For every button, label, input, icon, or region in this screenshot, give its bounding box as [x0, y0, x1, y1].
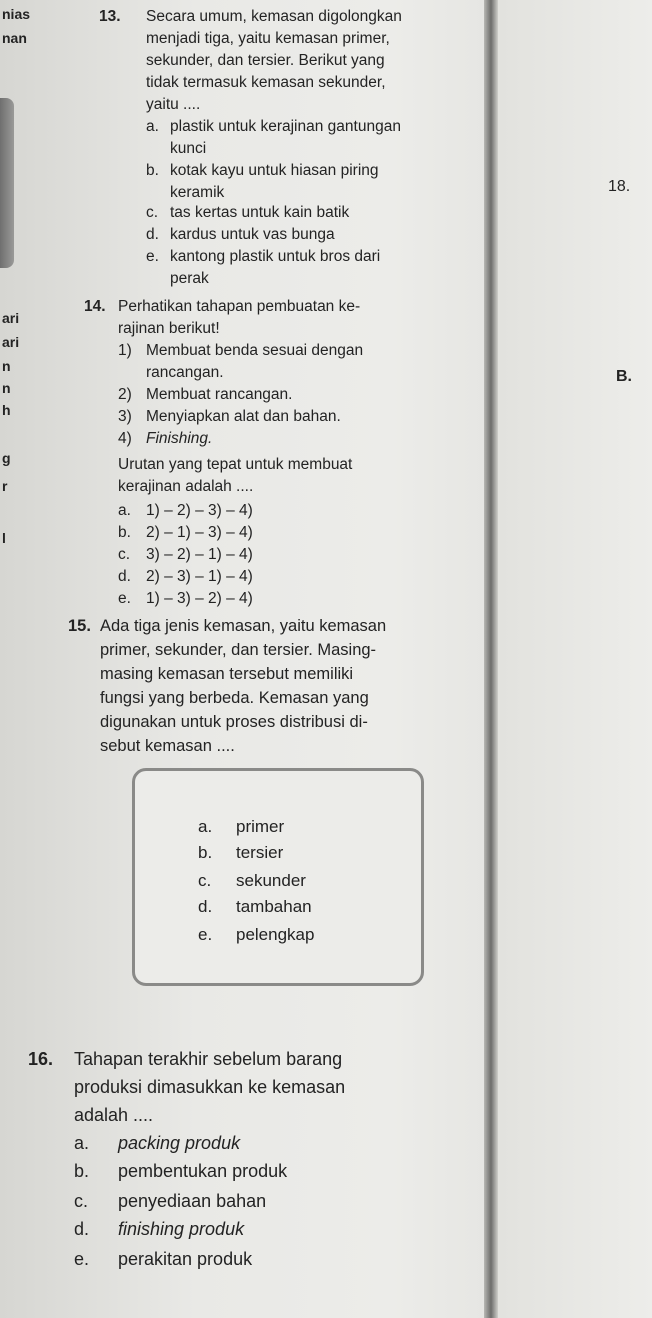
right-page-letter: B.: [616, 368, 632, 385]
option-text: 1) – 3) – 2) – 4): [146, 590, 253, 607]
option-text: finishing produk: [118, 1219, 245, 1239]
question-number: 13.: [99, 8, 121, 25]
left-edge-word: r: [2, 478, 8, 494]
question-text-line: Perhatikan tahapan pembuatan ke-: [118, 298, 361, 315]
option-text: kunci: [170, 140, 207, 157]
option-letter: e.: [118, 590, 131, 607]
option-text: tambahan: [236, 897, 312, 916]
option-letter: a.: [118, 502, 131, 519]
left-edge-word: nan: [2, 30, 27, 46]
question-text-line: sekunder, dan tersier. Berikut yang: [146, 52, 385, 69]
step-text: Menyiapkan alat dan bahan.: [146, 408, 341, 425]
question-text-line: fungsi yang berbeda. Kemasan yang: [100, 689, 369, 707]
option-letter: a.: [198, 817, 213, 836]
question-text-line: rajinan berikut!: [118, 320, 220, 337]
question-number: 16.: [28, 1049, 54, 1069]
option-letter: a.: [146, 118, 159, 135]
option-text: packing produk: [118, 1133, 241, 1153]
book-spine: [484, 0, 498, 1318]
step-text: Finishing.: [146, 430, 213, 447]
question-text-line: digunakan untuk proses distribusi di-: [100, 713, 368, 731]
option-text: tas kertas untuk kain batik: [170, 204, 350, 221]
option-letter: c.: [146, 204, 159, 221]
option-text: pembentukan produk: [118, 1161, 288, 1181]
option-text: perakitan produk: [118, 1249, 253, 1269]
question-text-line: masing kemasan tersebut memiliki: [100, 665, 354, 683]
question-text-line: Tahapan terakhir sebelum barang: [74, 1049, 343, 1069]
question-text-line: Ada tiga jenis kemasan, yaitu kemasan: [100, 617, 387, 635]
option-letter: b.: [74, 1161, 90, 1181]
step-text: Membuat benda sesuai dengan: [146, 342, 364, 359]
option-letter: d.: [146, 226, 159, 243]
question-text-line: adalah ....: [74, 1105, 154, 1125]
step-number: 4): [118, 430, 132, 447]
question-text-line: produksi dimasukkan ke kemasan: [74, 1077, 346, 1097]
option-letter: c.: [118, 546, 131, 563]
option-text: keramik: [170, 184, 225, 201]
step-number: 1): [118, 342, 132, 359]
option-text: 2) – 3) – 1) – 4): [146, 568, 253, 585]
option-letter: b.: [146, 162, 159, 179]
option-letter: b.: [118, 524, 131, 541]
step-text: Membuat rancangan.: [146, 386, 293, 403]
step-number: 2): [118, 386, 132, 403]
option-letter: e.: [146, 248, 159, 265]
option-text: 1) – 2) – 3) – 4): [146, 502, 253, 519]
option-text: kardus untuk vas bunga: [170, 226, 335, 243]
left-edge-word: ari: [2, 310, 20, 326]
option-letter: e.: [74, 1249, 90, 1269]
step-number: 3): [118, 408, 132, 425]
option-text: perak: [170, 270, 209, 287]
right-page-strip: [498, 0, 652, 1318]
option-text: primer: [236, 817, 285, 836]
question-number: 15.: [68, 617, 91, 635]
left-edge-word: n: [2, 358, 11, 374]
option-text: 2) – 1) – 3) – 4): [146, 524, 253, 541]
left-edge-word: ari: [2, 334, 20, 350]
option-letter: d.: [118, 568, 131, 585]
option-text: penyediaan bahan: [118, 1191, 267, 1211]
question-text-line: yaitu ....: [146, 96, 201, 113]
left-page-edge: [0, 98, 14, 268]
question-text-line: Secara umum, kemasan digolongkan: [146, 8, 402, 25]
left-edge-word: nias: [2, 6, 31, 22]
option-letter: d.: [198, 897, 213, 916]
question-text-line: Urutan yang tepat untuk membuat: [118, 456, 353, 473]
left-edge-word: n: [2, 380, 11, 396]
question-number: 14.: [84, 298, 106, 315]
question-text-line: kerajinan adalah ....: [118, 478, 254, 495]
option-letter: e.: [198, 925, 213, 944]
right-page-number: 18.: [608, 178, 631, 195]
option-text: kantong plastik untuk bros dari: [170, 248, 381, 265]
question-text-line: menjadi tiga, yaitu kemasan primer,: [146, 30, 390, 47]
option-letter: b.: [198, 843, 213, 862]
option-text: kotak kayu untuk hiasan piring: [170, 162, 379, 179]
option-letter: c.: [198, 871, 212, 890]
option-text: pelengkap: [236, 925, 315, 944]
question-text-line: tidak termasuk kemasan sekunder,: [146, 74, 386, 91]
question-text-line: primer, sekunder, dan tersier. Masing-: [100, 641, 377, 659]
option-letter: d.: [74, 1219, 90, 1239]
option-letter: c.: [74, 1191, 89, 1211]
left-edge-word: h: [2, 402, 11, 418]
option-text: 3) – 2) – 1) – 4): [146, 546, 253, 563]
left-edge-word: l: [2, 530, 6, 546]
option-text: tersier: [236, 843, 284, 862]
option-text: sekunder: [236, 871, 306, 890]
option-text: plastik untuk kerajinan gantungan: [170, 118, 401, 135]
option-letter: a.: [74, 1133, 90, 1153]
question-text-line: sebut kemasan ....: [100, 737, 235, 755]
left-edge-word: g: [2, 450, 11, 466]
step-text: rancangan.: [146, 364, 224, 381]
